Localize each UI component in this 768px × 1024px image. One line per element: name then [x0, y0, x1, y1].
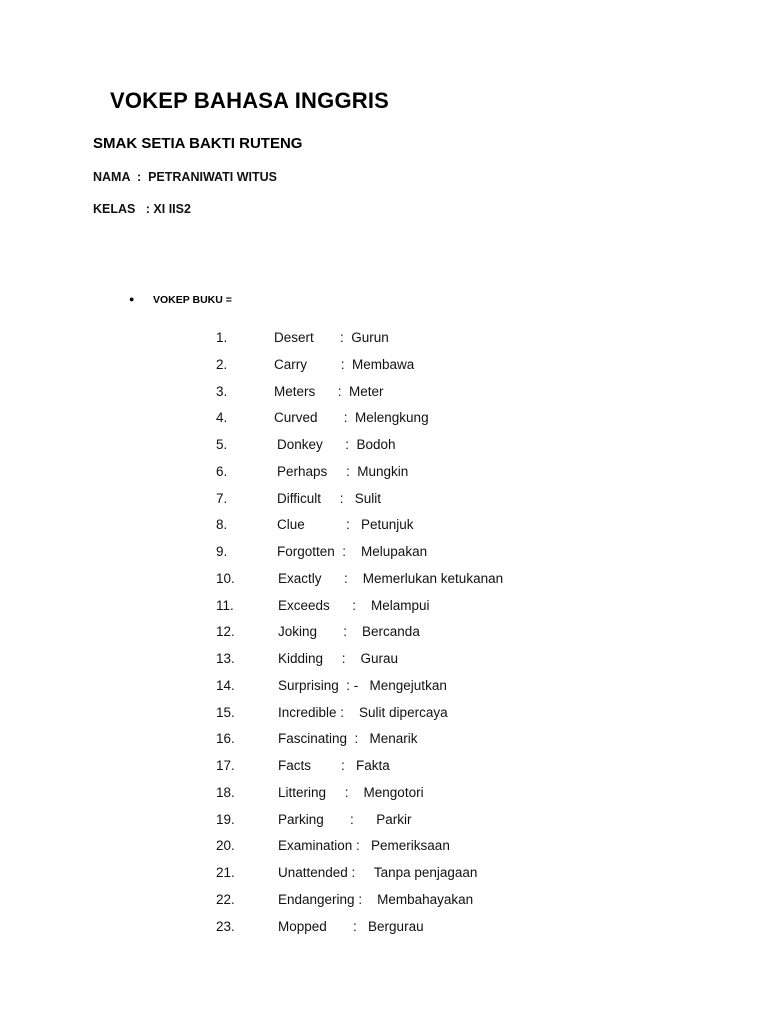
vocab-entry: Facts : Fakta	[278, 758, 390, 773]
bullet-icon: ●	[129, 294, 135, 304]
school-name: SMAK SETIA BAKTI RUTENG	[93, 135, 303, 152]
vocab-number: 14.	[216, 677, 235, 693]
vocab-number: 23.	[216, 918, 235, 934]
vocab-number: 5.	[216, 437, 228, 452]
vocab-entry: Examination : Pemeriksaan	[278, 838, 450, 854]
vocab-number: 22.	[216, 891, 235, 907]
vocab-number: 12.	[216, 624, 235, 640]
class-line: KELAS : XI IIS2	[93, 202, 191, 216]
vocab-entry: Endangering : Membahayakan	[278, 891, 474, 907]
vocab-number: 8.	[216, 517, 228, 533]
vocab-entry: Perhaps : Mungkin	[277, 463, 409, 479]
vocab-number: 13.	[216, 651, 235, 666]
vocab-entry: Mopped : Bergurau	[278, 918, 424, 934]
student-name-line: NAMA : PETRANIWATI WITUS	[93, 170, 278, 184]
vocab-section-heading	[129, 294, 232, 306]
section-label: VOKEP BUKU =	[153, 294, 232, 306]
vocab-number: 9.	[216, 544, 228, 559]
vocab-entry: Kidding : Gurau	[278, 651, 399, 666]
vocab-entry: Clue : Petunjuk	[277, 517, 414, 533]
vocab-number: 19.	[216, 811, 235, 827]
vocab-entry: Joking : Bercanda	[278, 624, 420, 640]
vocab-number: 15.	[216, 704, 235, 720]
vocab-number: 10.	[216, 570, 235, 586]
vocab-number: 6.	[216, 463, 228, 479]
vocab-entry: Unattended : Tanpa penjagaan	[278, 865, 478, 880]
vocab-entry: Incredible : Sulit dipercaya	[278, 704, 448, 720]
document-title: VOKEP BAHASA INGGRIS	[110, 88, 390, 113]
vocab-number: 18.	[216, 784, 235, 800]
vocab-entry: Meters : Meter	[274, 383, 384, 399]
vocab-number: 2.	[216, 356, 228, 372]
vocab-number: 11.	[216, 597, 234, 613]
vocab-entry: Surprising : - Mengejutkan	[278, 677, 447, 693]
vocab-entry: Fascinating : Menarik	[278, 731, 418, 747]
vocab-number: 16.	[216, 731, 235, 747]
vocab-entry: Exactly : Memerlukan ketukanan	[278, 570, 504, 586]
vocab-entry: Curved : Melengkung	[274, 410, 429, 426]
vocab-entry: Donkey : Bodoh	[277, 437, 396, 452]
vocab-entry: Exceeds : Melampui	[278, 597, 430, 613]
vocab-entry: Forgotten : Melupakan	[277, 544, 428, 559]
vocab-number: 20.	[216, 838, 235, 854]
vocab-entry: Littering : Mengotori	[278, 784, 424, 800]
vocab-number: 3.	[216, 383, 228, 399]
vocab-number: 1.	[216, 330, 228, 345]
vocab-number: 17.	[216, 758, 235, 773]
vocab-entry: Difficult : Sulit	[277, 490, 382, 506]
vocab-number: 21.	[216, 865, 235, 880]
vocab-number: 7.	[216, 490, 228, 506]
vocab-entry: Carry : Membawa	[274, 356, 415, 372]
vocab-entry: Parking : Parkir	[278, 811, 412, 827]
vocab-entry: Desert : Gurun	[274, 330, 389, 345]
vocab-number: 4.	[216, 410, 228, 426]
